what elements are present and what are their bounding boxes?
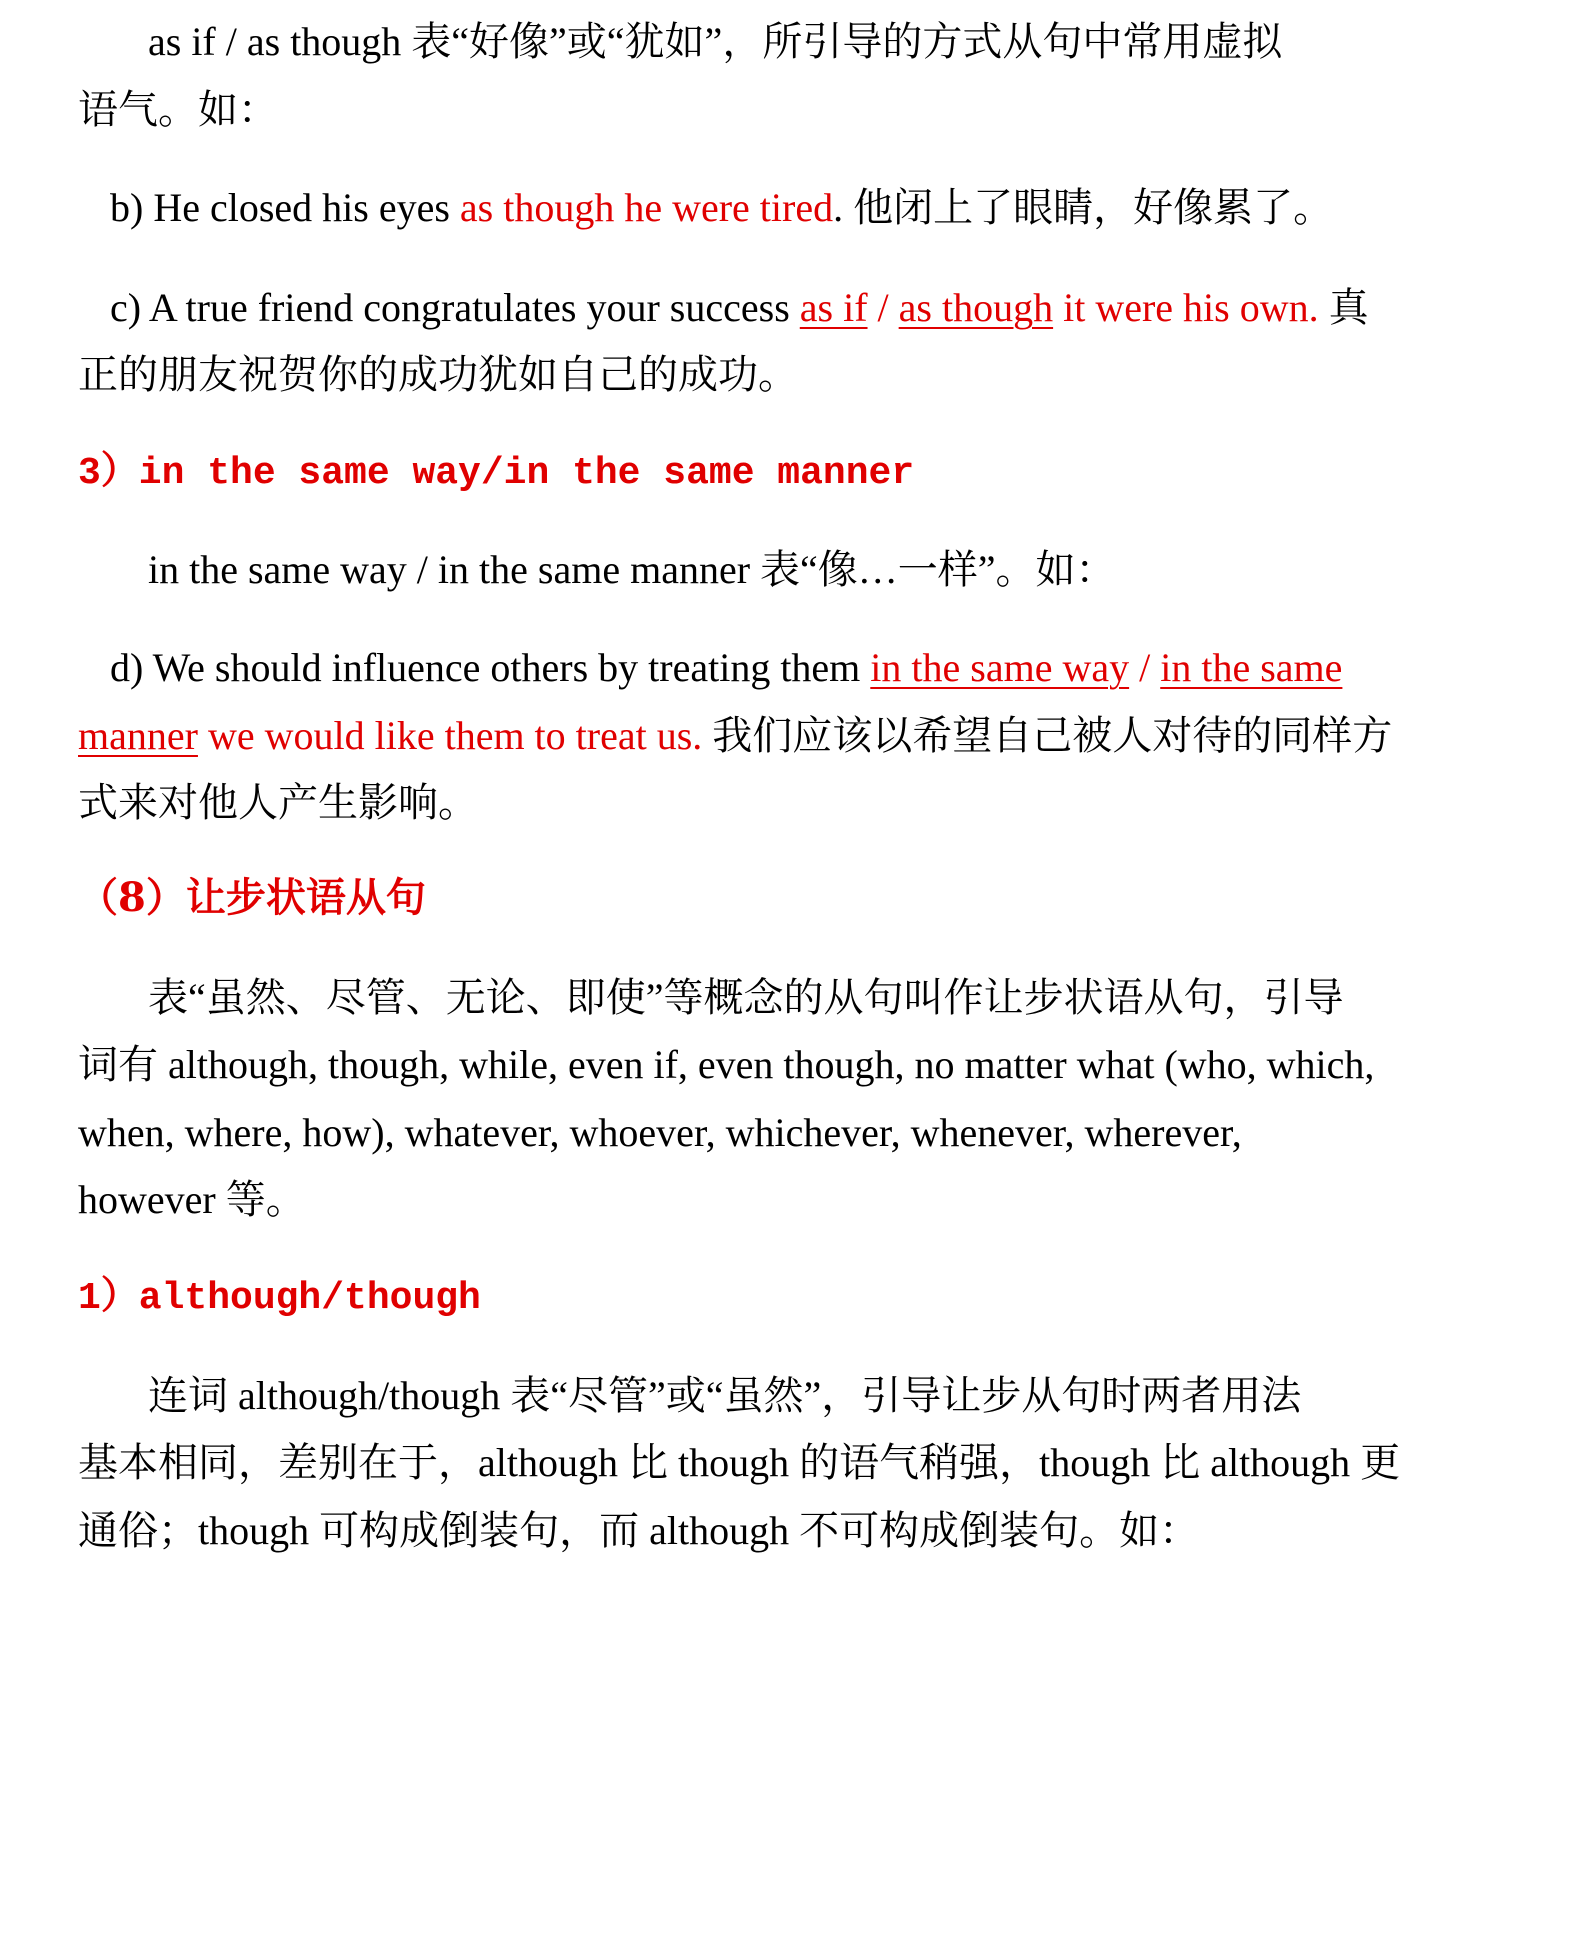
although-para-line-1: 连词 although/though 表“尽管”或“虽然”，引导让步从句时两者用法 — [148, 1373, 1302, 1418]
example-b — [110, 185, 1334, 230]
example-c-line-1 — [110, 285, 1369, 330]
concession-para-line-2: 词有 although, though, while, even if, even though, no matter what (who, which, — [78, 1042, 1375, 1087]
example-c-underlined-as-if: as if — [799, 285, 868, 330]
example-d-line-2 — [78, 713, 1393, 758]
although-para-line-2: 基本相同，差别在于，although 比 though 的语气稍强，though 比 although 更 — [78, 1440, 1401, 1485]
example-c-translation-start: 真 — [1318, 285, 1369, 330]
same-way-intro: in the same way / in the same manner 表“像…一样”。如： — [148, 547, 1116, 592]
concession-para-line-4: however 等。 — [78, 1177, 306, 1222]
as-if-intro-line-1: as if / as though 表“好像”或“犹如”，所引导的方式从句中常用虚拟 — [148, 19, 1283, 64]
example-d-lead: d) We should influence others by treating them — [110, 645, 871, 690]
example-b-translation: . 他闭上了眼睛，好像累了。 — [833, 185, 1334, 230]
example-d-underlined-same-way: in the same way — [870, 645, 1130, 690]
example-d-line-1 — [110, 645, 1343, 690]
example-d-highlight: we would like them to treat us. — [197, 713, 703, 758]
example-d-separator: / — [1129, 645, 1161, 690]
example-d-translation-1: 我们应该以希望自己被人对待的同样方 — [702, 713, 1393, 758]
as-if-intro-line-2: 语气。如： — [78, 87, 278, 132]
heading-concessive-clause: （8）让步状语从句 — [78, 874, 426, 921]
example-c-underlined-as-though: as though — [898, 285, 1054, 330]
although-para-line-3: 通俗；though 可构成倒装句，而 although 不可构成倒装句。如： — [78, 1508, 1200, 1553]
example-b-lead: b) He closed his eyes — [110, 185, 460, 230]
example-c-separator: / — [867, 285, 899, 330]
concession-para-line-1: 表“虽然、尽管、无论、即使”等概念的从句叫作让步状语从句，引导 — [148, 975, 1344, 1020]
example-d-underlined-same-manner-b: manner — [78, 713, 198, 758]
example-d-line-3: 式来对他人产生影响。 — [78, 780, 478, 825]
concession-para-line-3: when, where, how), whatever, whoever, whichever, whenever, wherever, — [78, 1110, 1242, 1155]
heading-same-way: 3）in the same way/in the same manner — [78, 452, 915, 495]
example-c-highlight: it were his own. — [1053, 285, 1319, 330]
example-d-underlined-same-manner-a: in the same — [1160, 645, 1343, 690]
example-c-line-2: 正的朋友祝贺你的成功犹如自己的成功。 — [78, 352, 798, 397]
example-b-highlight: as though he were tired — [459, 185, 834, 230]
heading-although-though: 1）although/though — [78, 1277, 481, 1320]
example-c-lead: c) A true friend congratulates your success — [110, 285, 800, 330]
